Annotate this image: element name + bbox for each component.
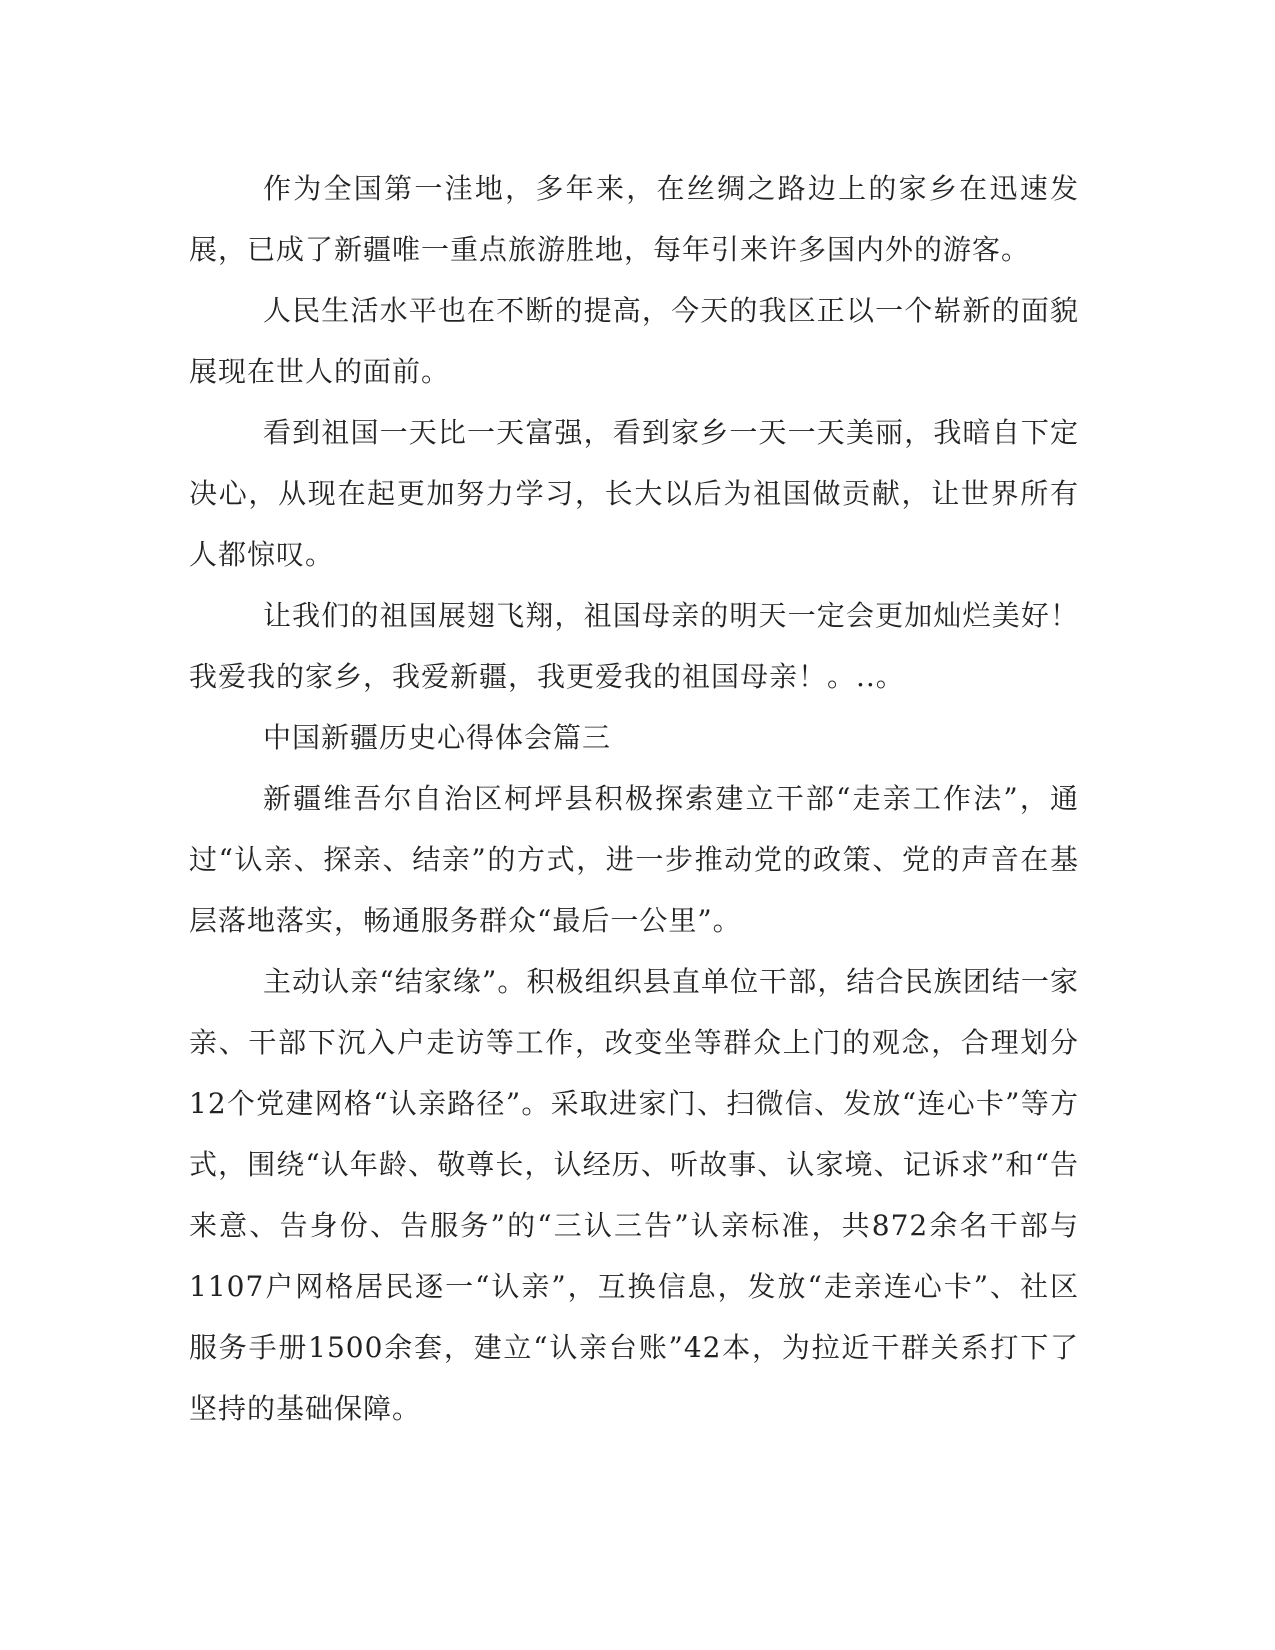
paragraph: 人民生活水平也在不断的提高，今天的我区正以一个崭新的面貌展现在世人的面前。 (189, 294, 1079, 388)
paragraph: 新疆维吾尔自治区柯坪县积极探索建立干部“走亲工作法”，通过“认亲、探亲、结亲”的方式，进一步推动党的政策、党的声音在基层落地落实，畅通服务群众“最后一公里”。 (189, 782, 1079, 937)
paragraph: 让我们的祖国展翅飞翔，祖国母亲的明天一定会更加灿烂美好！我爱我的家乡，我爱新疆，我更爱我的祖国母亲！。..。 (189, 599, 1079, 693)
paragraph: 看到祖国一天比一天富强，看到家乡一天一天美丽，我暗自下定决心，从现在起更加努力学习，长大以后为祖国做贡献，让世界所有人都惊叹。 (189, 416, 1079, 571)
section-heading: 中国新疆历史心得体会篇三 (263, 721, 612, 754)
document-body (189, 158, 1079, 1439)
paragraph: 作为全国第一洼地，多年来，在丝绸之路边上的家乡在迅速发展，已成了新疆唯一重点旅游胜地，每年引来许多国内外的游客。 (189, 172, 1079, 266)
paragraph: 主动认亲“结家缘”。积极组织县直单位干部，结合民族团结一家亲、干部下沉入户走访等工作，改变坐等群众上门的观念，合理划分12个党建网格“认亲路径”。采取进家门、扫微信、发放“连心卡”等方式，围绕“认年龄、敬尊长，认经历、听故事、认家境、记诉求”和“告来意、告身份、告服务”的“三认三告”认亲标准，共872余名干部与1107户网格居民逐一“认亲”，互换信息，发放“走亲连心卡”、社区服务手册1500余套，建立“认亲台账”42本，为拉近干群关系打下了坚持的基础保障。 (189, 965, 1079, 1425)
